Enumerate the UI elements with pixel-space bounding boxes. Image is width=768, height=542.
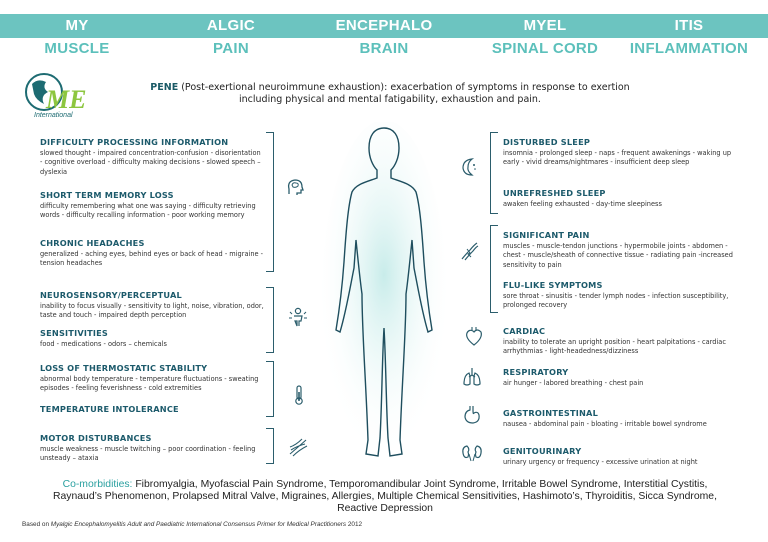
banner-meaning: PAIN — [213, 40, 249, 57]
pene-text: (Post-exertional neuroimmune exhaustion): exacerbation of symptoms in response to exertion including physical and mental fatigability, exhaustion and pain. — [178, 82, 630, 105]
symptom-disturbed-sleep — [503, 137, 735, 168]
source-footnote — [22, 521, 362, 528]
symptom-title: LOSS OF THERMOSTATIC STABILITY — [40, 363, 208, 373]
symptom-title: GASTROINTESTINAL — [503, 408, 599, 418]
symptom-title: DISTURBED SLEEP — [503, 137, 591, 147]
symptom-temperature-intolerance — [40, 404, 265, 414]
symptom-desc: muscles - muscle-tendon junctions - hypermobile joints - abdomen - chest - muscle/sheath of connective tissue - radiating pain -increased sensitivity to pain — [503, 242, 733, 269]
bracket-cognitive — [266, 132, 274, 272]
symptom-significant-pain — [503, 230, 735, 270]
symptom-neurosensory — [40, 290, 265, 321]
symptom-desc: inability to tolerate an upright position - heart palpitations - cardiac arrhythmias - light-headedness/dizziness — [503, 338, 726, 356]
lungs-icon — [461, 366, 483, 388]
symptom-title: MOTOR DISTURBANCES — [40, 433, 152, 443]
human-body-figure — [322, 122, 446, 466]
logo-mark: ME — [46, 85, 87, 114]
footnote-prefix: Based on — [22, 521, 51, 528]
muscle-fibers-icon — [287, 436, 309, 458]
symptom-genitourinary — [503, 446, 735, 467]
brain-head-icon — [284, 176, 306, 198]
symptom-desc: inability to focus visually - sensitivity to light, noise, vibration, odor, taste and touch - impaired depth perception — [40, 302, 264, 320]
symptom-title: FLU-LIKE SYMPTOMS — [503, 280, 603, 290]
symptom-title: RESPIRATORY — [503, 367, 569, 377]
symptom-title: SIGNIFICANT PAIN — [503, 230, 590, 240]
symptom-desc: difficulty remembering what one was saying - difficulty retrieving words - difficulty recalling information - poor working memory — [40, 202, 256, 220]
banner-word: ENCEPHALO — [335, 17, 433, 34]
symptom-thermostatic — [40, 363, 265, 394]
symptom-title: CHRONIC HEADACHES — [40, 238, 145, 248]
sleep-icon — [458, 156, 480, 178]
etymology-banner — [0, 0, 768, 62]
symptom-headaches — [40, 238, 265, 269]
symptom-gastrointestinal — [503, 408, 743, 429]
banner-word: MY — [65, 17, 89, 34]
symptom-desc: sore throat - sinusitis - tender lymph nodes - infection susceptibility, prolonged recovery — [503, 292, 729, 310]
comorbidities-list: Fibromyalgia, Myofascial Pain Syndrome, Temporomandibular Joint Syndrome, Irritable Bowel Syndrome, Interstitial Cystitis, Raynaud’s Phenomenon, Prolapsed Mitral Valve, Migraines, Allergies, Multiple Chemical Sensitivities, Hashimoto’s, Thyroiditis, Sicca Syndrome, Reactive Depression — [53, 479, 717, 514]
bracket-motor — [266, 428, 274, 464]
bracket-thermo — [266, 361, 274, 417]
symptom-desc: awaken feeling exhausted - day-time sleepiness — [503, 200, 662, 208]
symptom-desc: generalized - aching eyes, behind eyes or back of head - migraine - tension headaches — [40, 250, 264, 268]
symptom-title: DIFFICULTY PROCESSING INFORMATION — [40, 137, 229, 147]
symptom-title: UNREFRESHED SLEEP — [503, 188, 606, 198]
bracket-pain-flu — [490, 225, 498, 313]
symptom-desc: food - medications - odors – chemicals — [40, 340, 167, 348]
symptom-flu-like — [503, 280, 735, 311]
symptom-desc: insomnia - prolonged sleep - naps - frequent awakenings - waking up early - vivid dreams/nightmares - insufficient deep sleep — [503, 149, 732, 167]
symptom-sensitivities — [40, 328, 265, 349]
banner-meaning: INFLAMMATION — [629, 40, 749, 57]
kidneys-icon — [461, 442, 483, 464]
symptom-desc: muscle weakness - muscle twitching – poor coordination - feeling unsteady – ataxia — [40, 445, 256, 463]
symptom-title: TEMPERATURE INTOLERANCE — [40, 404, 179, 414]
banner-meaning: BRAIN — [359, 40, 409, 57]
comorbidities — [40, 479, 730, 515]
banner-word: ITIS — [674, 17, 704, 34]
symptom-desc: air hunger - labored breathing - chest pain — [503, 379, 644, 387]
banner-word: ALGIC — [206, 17, 256, 34]
symptom-unrefreshed-sleep — [503, 188, 735, 209]
symptom-desc: urinary urgency or frequency - excessive urination at night — [503, 458, 698, 466]
symptom-cardiac — [503, 326, 735, 357]
sensory-person-icon — [287, 306, 309, 328]
symptom-processing — [40, 137, 265, 177]
symptom-title: CARDIAC — [503, 326, 546, 336]
logo-subtitle: International — [34, 112, 73, 119]
symptom-desc: slowed thought - impaired concentration-confusion - disorientation - cognitive overload - difficulty making decisions - slowed speech – dyslexia — [40, 149, 261, 176]
pain-limb-icon — [458, 240, 480, 262]
footnote-year: 2012 — [346, 521, 363, 528]
symptom-respiratory — [503, 367, 735, 388]
banner-meaning: MUSCLE — [44, 40, 110, 57]
symptom-title: NEUROSENSORY/PERCEPTUAL — [40, 290, 182, 300]
symptom-memory — [40, 190, 265, 221]
symptom-desc: abnormal body temperature - temperature fluctuations - sweating episodes - feeling feverishness - cold extremities — [40, 375, 259, 393]
bracket-sleep — [490, 132, 498, 214]
symptom-title: GENITOURINARY — [503, 446, 582, 456]
symptom-desc: nausea - abdominal pain - bloating - irritable bowel syndrome — [503, 420, 707, 428]
stomach-icon — [461, 404, 483, 426]
symptom-title: SHORT TERM MEMORY LOSS — [40, 190, 174, 200]
bracket-sensory — [266, 287, 274, 353]
symptom-motor — [40, 433, 265, 464]
thermometer-icon — [288, 384, 310, 406]
footnote-source: Myalgic Encephalomyelitis Adult and Paediatric International Consensus Primer for Medical Practitioners — [50, 521, 347, 528]
banner-word: MYEL — [523, 17, 567, 34]
banner-meaning: SPINAL CORD — [491, 40, 599, 57]
heart-icon — [463, 326, 485, 348]
symptom-title: SENSITIVITIES — [40, 328, 109, 338]
pene-definition — [130, 82, 650, 106]
pene-term: PENE — [150, 82, 179, 93]
comorbidities-label: Co-morbidities: — [62, 479, 133, 490]
